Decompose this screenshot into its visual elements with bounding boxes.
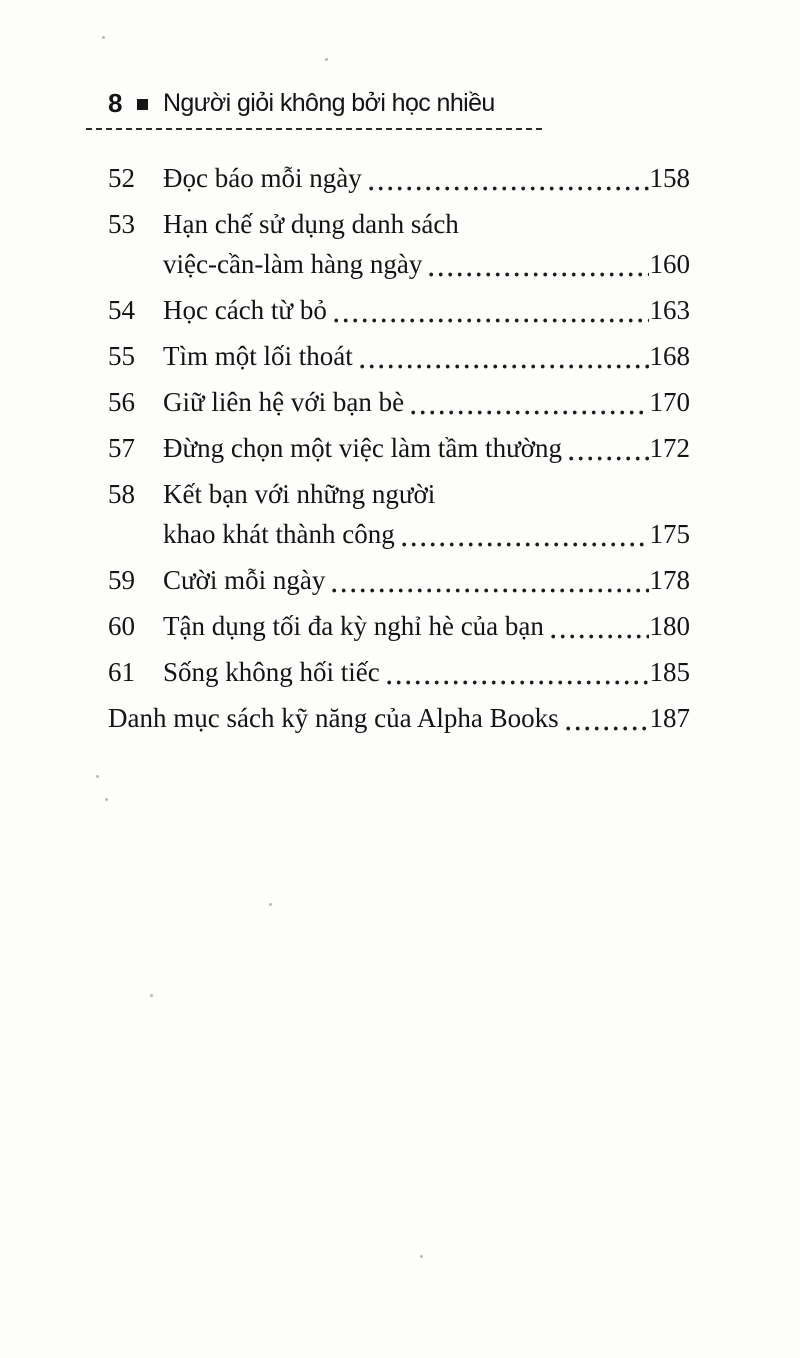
dot-leader [387,679,649,686]
backmatter-entry [108,698,690,738]
table-of-contents [108,158,690,744]
backmatter-page-number: 187 [649,703,690,733]
entry-number: 55 [108,341,135,371]
entry-page-number: 168 [649,341,690,371]
entry-number: 58 [108,479,135,509]
backmatter-title: Danh mục sách kỹ năng của Alpha Books [108,703,559,733]
entry-number: 57 [108,433,135,463]
entry-page-number: 170 [649,387,690,417]
scan-speck [150,994,153,997]
entry-number: 54 [108,295,135,325]
header-page-number: 8 [108,88,122,118]
entry-page-number: 175 [649,519,690,549]
entry-number: 52 [108,163,135,193]
toc-entry [108,204,690,284]
entry-number: 59 [108,565,135,595]
entry-title: Đừng chọn một việc làm tầm thường [163,433,562,463]
entry-page-number: 158 [649,163,690,193]
toc-entry [108,474,690,554]
toc-entry [108,336,690,376]
book-title: Người giỏi không bởi học nhiều [162,89,495,117]
page-header [86,88,542,130]
dot-leader [551,633,649,640]
toc-entry [108,560,690,600]
dot-leader [369,185,649,192]
entry-number: 53 [108,209,135,239]
scan-speck [420,1255,423,1258]
entry-title: Cười mỗi ngày [163,565,326,595]
scan-speck [269,903,272,906]
scan-speck [325,58,328,61]
scan-speck [102,36,105,39]
entry-number: 60 [108,611,135,641]
entry-title: Tìm một lối thoát [163,341,353,371]
dot-leader [334,317,649,324]
entry-title: Sống không hối tiếc [163,657,380,687]
dot-leader [402,541,649,548]
scan-speck [96,775,99,778]
entry-title: Giữ liên hệ với bạn bè [163,387,405,417]
entry-number: 61 [108,657,135,687]
entry-number: 56 [108,387,135,417]
entry-title: Tận dụng tối đa kỳ nghỉ hè của bạn [163,611,544,641]
toc-entry [108,652,690,692]
entry-title: Học cách từ bỏ [163,295,327,325]
dot-leader [566,725,649,732]
toc-entry [108,290,690,330]
dot-leader [332,587,648,594]
entry-page-number: 160 [649,249,690,279]
entry-page-number: 180 [649,611,690,641]
entry-title: Đọc báo mỗi ngày [163,163,362,193]
dot-leader [411,409,648,416]
toc-entry [108,382,690,422]
entry-page-number: 178 [649,565,690,595]
dot-leader [360,363,649,370]
dot-leader [569,455,649,462]
toc-entry [108,428,690,468]
entry-title: việc-cần-làm hàng ngày [163,249,423,279]
square-bullet-icon [137,99,148,110]
entry-page-number: 172 [649,433,690,463]
entry-title-line1: Kết bạn với những người [163,479,436,509]
toc-entry [108,158,690,198]
toc-entry [108,606,690,646]
scan-speck [105,798,108,801]
entry-title: khao khát thành công [163,519,395,549]
entry-page-number: 185 [649,657,690,687]
entry-title-line1: Hạn chế sử dụng danh sách [163,209,459,239]
entry-page-number: 163 [649,295,690,325]
dot-leader [429,271,648,278]
